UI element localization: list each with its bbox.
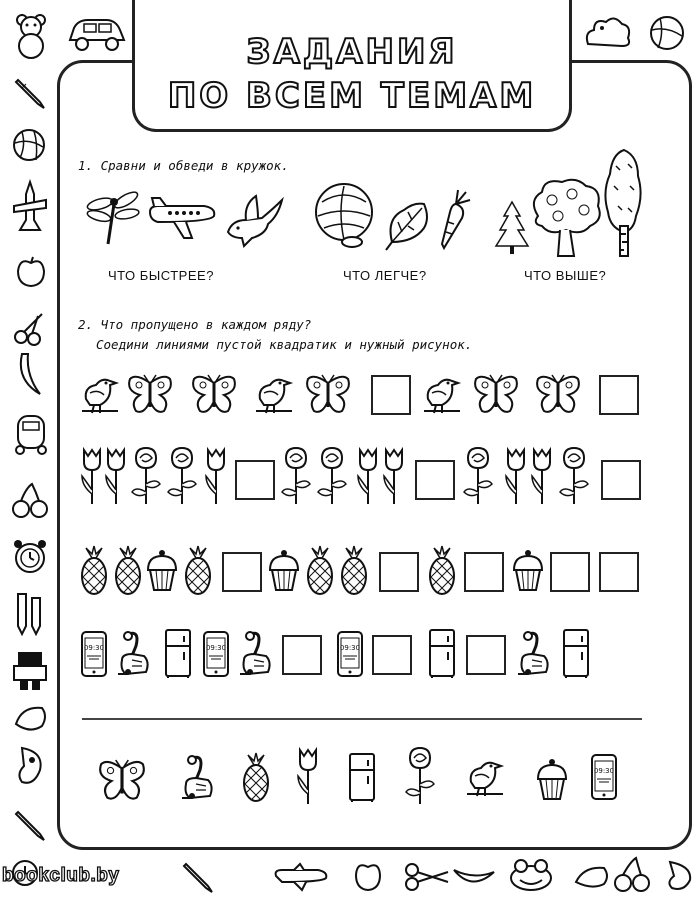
page-title-line2: ПО ВСЕМ ТЕМАМ <box>167 76 537 116</box>
empty-square-row3-3[interactable] <box>464 552 504 592</box>
empty-square-row3-5[interactable] <box>599 552 639 592</box>
row4-phone <box>200 630 232 680</box>
carrot-icon <box>434 188 474 252</box>
question-faster: ЧТО БЫСТРЕЕ? <box>108 268 214 283</box>
question-lighter: ЧТО ЛЕГЧЕ? <box>343 268 427 283</box>
empty-square-row2-3[interactable] <box>601 460 641 500</box>
row1-butterfly <box>126 373 174 417</box>
row2-rose <box>558 446 590 506</box>
banana-icon <box>14 350 48 398</box>
row4-phone <box>78 630 110 680</box>
row1-bird <box>78 373 122 417</box>
empty-square-row4-2[interactable] <box>372 635 412 675</box>
alarm-clock-icon <box>12 536 48 578</box>
row4-phone-time: 09:30 <box>205 644 227 652</box>
option-phone-time: 09:30 <box>593 767 615 775</box>
option-vacuum[interactable] <box>178 754 218 804</box>
spruce-tree-icon <box>492 200 532 256</box>
bird-toy-icon <box>14 744 48 788</box>
row3-pineapple <box>336 546 372 596</box>
banana-bottom-icon <box>450 864 496 890</box>
cherries-bottom-icon <box>612 856 652 894</box>
row3-pineapple <box>424 546 460 596</box>
scissors-icon <box>12 310 48 346</box>
row4-phone-time: 09:30 <box>83 644 105 652</box>
empty-square-row4-1[interactable] <box>282 635 322 675</box>
apple-icon <box>14 255 48 289</box>
option-fridge[interactable] <box>346 752 378 804</box>
empty-square-row3-2[interactable] <box>379 552 419 592</box>
bush-icon <box>582 12 634 52</box>
row4-fridge <box>426 628 458 680</box>
airplane-bottom-icon <box>272 862 330 892</box>
row2-tulip <box>378 446 410 506</box>
question-taller: ЧТО ВЫШЕ? <box>524 268 607 283</box>
divider-line <box>82 718 642 720</box>
pencil-icon <box>12 806 48 842</box>
crayon-bottom-icon <box>180 858 216 894</box>
page-title-line1: ЗАДАНИЯ <box>246 32 458 72</box>
option-bird[interactable] <box>462 756 508 800</box>
empty-square-row1-2[interactable] <box>599 375 639 415</box>
empty-square-row3-4[interactable] <box>550 552 590 592</box>
row2-rose <box>462 446 494 506</box>
cherries-icon <box>10 480 50 520</box>
lemon-icon <box>12 704 50 734</box>
option-cupcake[interactable] <box>534 756 570 804</box>
oak-tree-icon <box>528 176 604 258</box>
option-tulip[interactable] <box>292 746 324 806</box>
row4-vacuum <box>236 630 276 680</box>
row3-pineapple <box>302 546 338 596</box>
robot-icon <box>10 648 50 692</box>
airplane-icon <box>146 196 218 242</box>
airplane-toy-icon <box>12 180 48 234</box>
row1-butterfly <box>472 373 520 417</box>
row1-butterfly <box>190 373 238 417</box>
row1-bird <box>252 373 296 417</box>
row3-cupcake <box>266 548 302 594</box>
option-phone[interactable] <box>588 752 620 804</box>
task2-heading: 2. Что пропущено в каждом ряду? <box>78 317 312 332</box>
row2-tulip <box>526 446 558 506</box>
ball-icon <box>12 128 46 162</box>
row3-pineapple <box>76 546 112 596</box>
row3-pineapple <box>180 546 216 596</box>
dove-icon <box>222 192 288 248</box>
dragonfly-icon <box>86 190 140 246</box>
teddy-bear-icon <box>10 10 52 60</box>
row2-rose <box>166 446 198 506</box>
scissors-bottom-icon <box>404 860 450 892</box>
empty-square-row3-1[interactable] <box>222 552 262 592</box>
option-butterfly[interactable] <box>96 758 148 804</box>
task2-instruction: Соедини линиями пустой квадратик и нужный рисунок. <box>96 337 473 352</box>
task1-heading: 1. Сравни и обведи в кружок. <box>78 158 289 173</box>
apple-bottom-icon <box>352 860 384 892</box>
leaf-icon <box>384 198 434 252</box>
row4-vacuum <box>514 630 554 680</box>
row1-bird <box>420 373 464 417</box>
bird-bottom-icon <box>664 858 698 894</box>
row4-fridge <box>162 628 194 680</box>
row2-tulip <box>200 446 232 506</box>
row4-phone <box>334 630 366 680</box>
beach-ball-icon <box>648 14 686 52</box>
row3-cupcake <box>144 548 180 594</box>
row2-rose <box>316 446 348 506</box>
empty-square-row2-1[interactable] <box>235 460 275 500</box>
row2-tulip <box>100 446 132 506</box>
cabbage-icon <box>308 180 380 250</box>
row4-phone-time: 09:30 <box>339 644 361 652</box>
row2-rose <box>280 446 312 506</box>
empty-square-row1-1[interactable] <box>371 375 411 415</box>
row3-pineapple <box>110 546 146 596</box>
birch-tree-icon <box>598 146 648 258</box>
pencils-icon <box>12 590 46 636</box>
lemon-bottom-icon <box>572 864 612 890</box>
empty-square-row4-3[interactable] <box>466 635 506 675</box>
crayon-icon <box>12 74 48 110</box>
option-pineapple[interactable] <box>238 752 274 804</box>
watermark: bookclub.by <box>2 865 120 886</box>
toy-car-icon <box>10 410 52 456</box>
car-icon <box>66 14 128 54</box>
empty-square-row2-2[interactable] <box>415 460 455 500</box>
row3-cupcake <box>510 548 546 594</box>
row1-butterfly <box>534 373 582 417</box>
title-banner <box>132 0 572 132</box>
option-rose[interactable] <box>404 746 436 806</box>
row4-fridge <box>560 628 592 680</box>
row2-rose <box>130 446 162 506</box>
row4-vacuum <box>114 630 154 680</box>
frog-toy-icon <box>508 858 554 892</box>
row1-butterfly <box>304 373 352 417</box>
